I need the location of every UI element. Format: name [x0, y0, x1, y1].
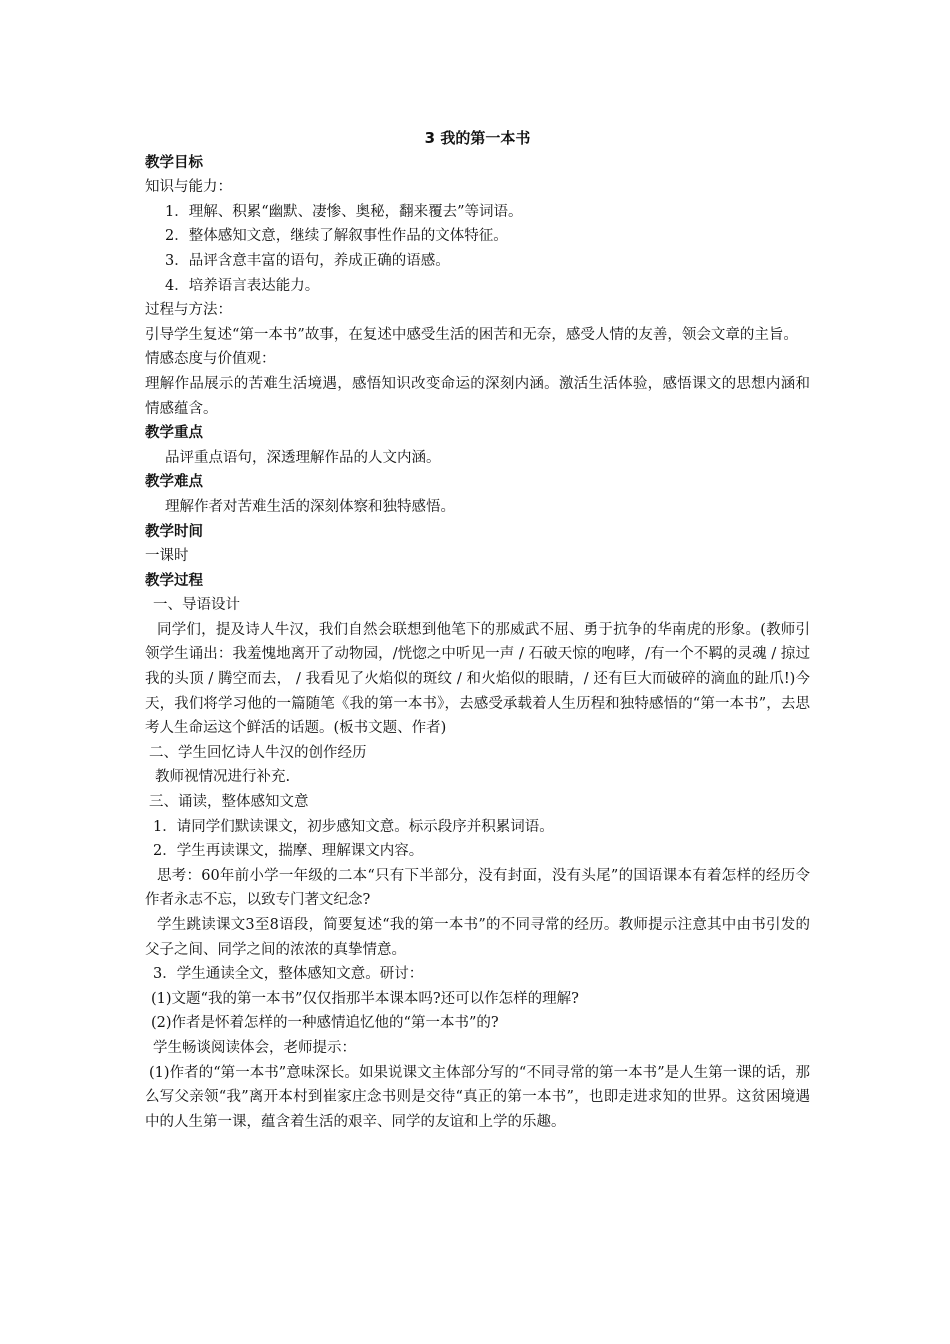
- knowledge-label: 知识与能力：: [145, 179, 232, 196]
- section-2-text: 教师视情况进行补充.: [155, 769, 291, 786]
- hint-text: (1)作者的“第一本书”意味深长。如果说课文主体部分写的“不同寻常的第一本书”是人生第一课的话，那么写父亲领“我”离开本村到崔家庄念书则是交待“真正的第一本书”，也即走进求知的世界。这贫困境遇中的人生第一课，蕴含着生活的艰辛、同学的友谊和上学的乐趣。: [145, 1064, 810, 1130]
- knowledge-item: 2．整体感知文意，继续了解叙事性作品的文体特征。: [165, 228, 508, 245]
- emotion-label: 情感态度与价值观：: [145, 351, 276, 368]
- process-label: 过程与方法：: [145, 302, 232, 319]
- focus-heading: 教学重点: [145, 425, 203, 442]
- knowledge-item: 4．培养语言表达能力。: [165, 277, 320, 294]
- page-title: 3 我的第一本书: [424, 129, 531, 147]
- section-3-title: 三、诵读，整体感知文意: [149, 794, 309, 811]
- section-1-title: 一、导语设计: [153, 597, 240, 614]
- emotion-text: 理解作品展示的苦难生活境遇，感悟知识改变命运的深刻内涵。激活生活体验，感悟课文的思想内涵和情感蕴含。: [145, 375, 810, 417]
- discussion-question: (1)文题“我的第一本书”仅仅指那半本课本吗?还可以作怎样的理解?: [151, 990, 579, 1007]
- knowledge-item: 3．品评含意丰富的语句，养成正确的语感。: [165, 252, 450, 269]
- knowledge-item: 1．理解、积累“幽默、凄惨、奥秘，翻来覆去”等词语。: [165, 203, 523, 220]
- skim-instruction: 学生跳读课文3至8语段，简要复述“我的第一本书”的不同寻常的经历。教师提示注意其中由书引发的父子之间、同学之间的浓浓的真挚情意。: [145, 917, 810, 958]
- section-3-item: 2．学生再读课文，揣摩、理解课文内容。: [153, 843, 424, 860]
- difficulty-text: 理解作者对苦难生活的深刻体察和独特感悟。: [165, 498, 455, 515]
- section-2-title: 二、学生回忆诗人牛汉的创作经历: [149, 744, 367, 761]
- process-heading: 教学过程: [145, 572, 203, 589]
- think-question: 思考：60年前小学一年级的二本“只有下半部分，没有封面，没有头尾”的国语课本有着怎样的经历令作者永志不忘，以致专门著文纪念?: [145, 867, 810, 909]
- hint-intro: 学生畅谈阅读体会，老师提示：: [153, 1039, 356, 1056]
- discussion-question: (2)作者是怀着怎样的一种感情追忆他的“第一本书”的?: [151, 1015, 499, 1032]
- time-text: 一课时: [145, 548, 189, 565]
- process-text: 引导学生复述“第一本书”故事，在复述中感受生活的困苦和无奈，感受人情的友善，领会文章的主旨。: [145, 326, 798, 343]
- focus-text: 品评重点语句，深透理解作品的人文内涵。: [165, 449, 441, 466]
- document-page: [145, 126, 810, 1134]
- section-1-text: 同学们，提及诗人牛汉，我们自然会联想到他笔下的那威武不屈、勇于抗争的华南虎的形象。(教师引领学生诵出：我羞愧地离开了动物园，/恍惚之中听见一声 / 石破天惊的咆哮，/有一个不羁的灵魂 / 掠过我的头顶 / 腾空而去， / 我看见了火焰似的斑纹 / 和火焰似的眼睛，/ 还有巨大而破碎的滴血的趾爪!)今天，我们将学习他的一篇随笔《我的第一本书》，去感受承载着人生历程和独特感悟的“第一本书”，去思考人生命运这个鲜活的话题。(板书文题、作者): [145, 621, 810, 737]
- section-3-item: 1．请同学们默读课文，初步感知文意。标示段序并积累词语。: [153, 818, 554, 835]
- time-heading: 教学时间: [145, 523, 203, 540]
- goals-heading: 教学目标: [145, 154, 203, 171]
- section-3-item: 3．学生通读全文，整体感知文意。研讨：: [153, 966, 424, 983]
- difficulty-heading: 教学难点: [145, 474, 203, 491]
